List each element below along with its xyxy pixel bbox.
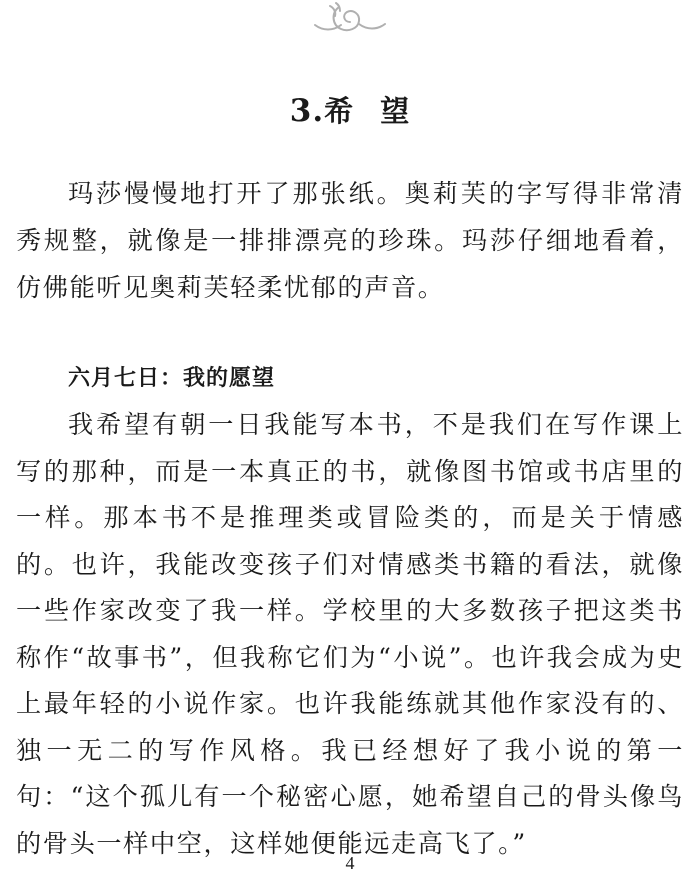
diary-heading: 六月七日：我的愿望 [68, 366, 276, 391]
intro-paragraph: 玛莎慢慢地打开了那张纸。奥莉芙的字写得非常清秀规整，就像是一排排漂亮的珍珠。玛莎仔细地看着，仿佛能听见奥莉芙轻柔忧郁的声音。 [16, 179, 684, 302]
diary-body: 我希望有朝一日我能写本书，不是我们在写作课上写的那种，而是一本真正的书，就像图书馆或书店里的一样。那本书不是推理类或冒险类的，而是关于情感的。也许，我能改变孩子们对情感类书籍的看法，就像一些作家改变了我一样。学校里的大多数孩子把这类书称作“故事书”，但我称它们为“小说”。也许我会成为史上最年轻的小说作家。也许我能练就其他作家没有的、独一无二的写作风格。我已经想好了我小说的第一句：“这个孤儿有一个秘密心愿，她希望自己的骨头像鸟的骨头一样中空，这样她便能远走高飞了。” [16, 410, 684, 858]
chapter-title-char-1: 希 [324, 94, 355, 129]
chapter-title-char-2: 望 [380, 94, 411, 129]
swirl-ornament-icon [296, 0, 404, 40]
chapter-number: 3. [289, 93, 325, 130]
chapter-title [0, 89, 700, 130]
page-number: 4 [345, 853, 355, 873]
